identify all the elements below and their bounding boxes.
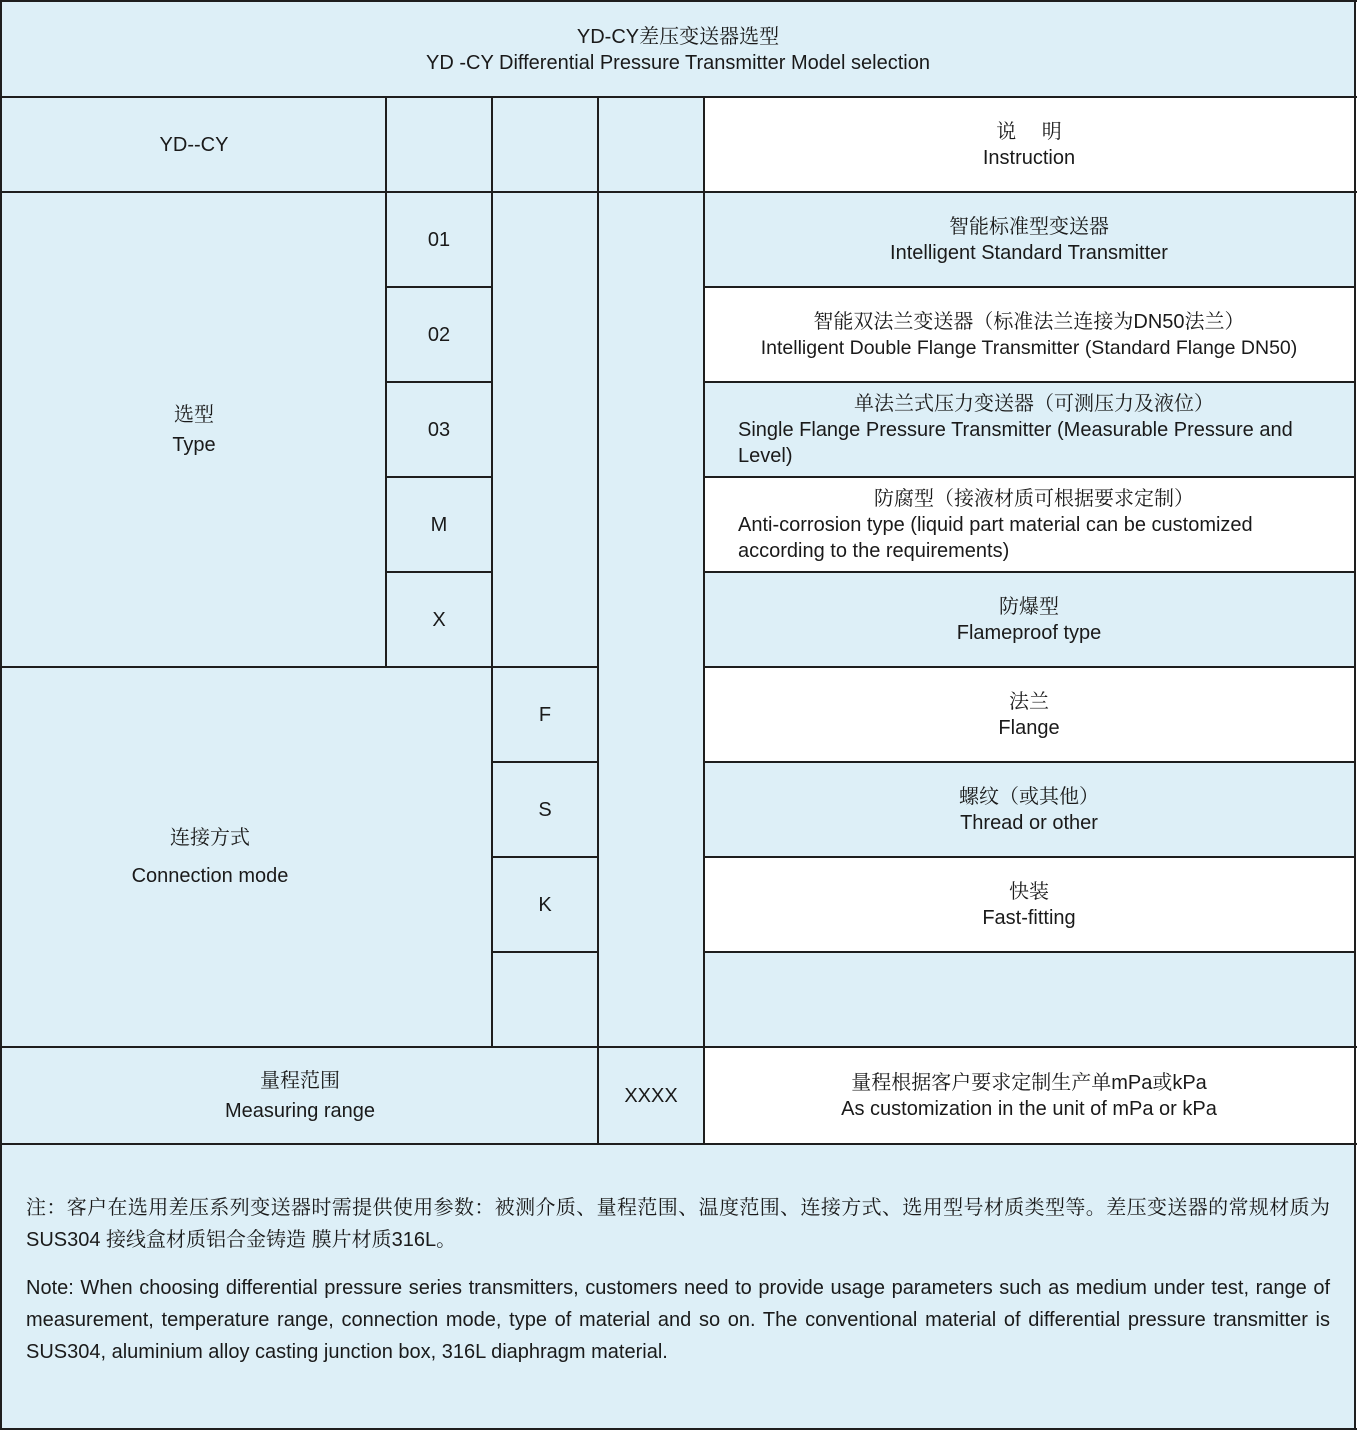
type-desc-02	[704, 287, 1354, 382]
type-label-en: Type	[172, 433, 216, 456]
type-code-text: X	[432, 608, 446, 631]
type-desc-03	[704, 382, 1354, 477]
connection-label-en: Connection mode	[131, 865, 289, 887]
rule-conn-end	[0, 1046, 1357, 1048]
col4-empty-span	[598, 192, 704, 1047]
type-label-zh: 选型	[174, 403, 214, 426]
connection-label-cell	[2, 667, 492, 1047]
desc-en: Anti-corrosion type (liquid part material can be customized according to the requirements)	[738, 513, 1253, 562]
type-col3-empty	[492, 192, 598, 667]
header-title-zh: YD-CY差压变送器选型	[576, 25, 780, 48]
conn-desc-f	[704, 667, 1354, 762]
rule-type-3	[386, 476, 492, 478]
desc-en: Fast-fitting	[982, 906, 1076, 929]
type-code-02	[386, 287, 492, 382]
rule-conn-3r	[704, 951, 1356, 953]
note-en: Note: When choosing differential pressure series transmitters, customers need to provide usage parameters such as medium under test, range of measurement, temperature range, connection mode, type of material and so on. The conventional material of differential pressure transmitter is SUS304, aluminium alloy casting junction box, 316L diaphragm material.	[26, 1277, 1330, 1363]
desc-zh: 单法兰式压力变送器（可测压力及液位）	[854, 392, 1214, 415]
rule-conn-3	[492, 951, 598, 953]
rule-type-4r	[704, 571, 1356, 573]
type-code-text: 01	[427, 228, 451, 251]
instruction-en: Instruction	[982, 146, 1076, 169]
desc-zh: 智能双法兰变送器（标准法兰连接为DN50法兰）	[813, 310, 1245, 333]
instruction-header	[704, 97, 1354, 192]
range-code: XXXX	[624, 1084, 678, 1107]
range-desc-cell	[704, 1047, 1354, 1144]
rule-type-2r	[704, 381, 1356, 383]
type-code-03	[386, 382, 492, 477]
conn-code-empty	[492, 952, 598, 1047]
rule-type-1r	[704, 286, 1356, 288]
selection-note	[2, 1144, 1354, 1428]
desc-zh: 螺纹（或其他）	[959, 785, 1099, 808]
model-col3-empty	[492, 97, 598, 192]
type-code-01	[386, 192, 492, 287]
desc-zh: 防爆型	[999, 595, 1059, 618]
range-label-zh: 量程范围	[260, 1069, 340, 1092]
range-code-cell	[598, 1047, 704, 1144]
desc-en: Single Flange Pressure Transmitter (Measurable Pressure and Level)	[738, 418, 1293, 467]
conn-desc-s	[704, 762, 1354, 857]
type-code-text: 03	[427, 418, 451, 441]
rule-type-3r	[704, 476, 1356, 478]
note-zh: 注：客户在选用差压系列变送器时需提供使用参数：被测介质、量程范围、温度范围、连接方式、选用型号材质类型等。差压变送器的常规材质为SUS304 接线盒材质铝合金铸造 膜片材质316L。	[26, 1197, 1330, 1251]
desc-zh: 智能标准型变送器	[949, 215, 1109, 238]
desc-en: Intelligent Standard Transmitter	[890, 241, 1168, 264]
conn-code-k	[492, 857, 598, 952]
border-right	[1354, 0, 1356, 1430]
desc-zh: 快装	[1009, 880, 1049, 903]
rule-conn-1r	[704, 761, 1356, 763]
type-code-text: 02	[427, 323, 451, 346]
desc-en: Thread or other	[960, 811, 1098, 834]
table-header	[2, 2, 1354, 97]
desc-en: Intelligent Double Flange Transmitter (Standard Flange DN50)	[760, 336, 1298, 359]
type-code-m	[386, 477, 492, 572]
rule-conn-1	[492, 761, 598, 763]
header-title-en: YD -CY Differential Pressure Transmitter Model selection	[426, 51, 930, 74]
col-rule-2	[491, 96, 493, 1047]
desc-en: As customization in the unit of mPa or kPa	[841, 1097, 1217, 1120]
type-label-cell	[2, 192, 386, 667]
conn-code-text: S	[538, 798, 552, 821]
type-desc-01	[704, 192, 1354, 287]
border-left	[0, 0, 2, 1430]
desc-en: Flameproof type	[956, 621, 1102, 644]
desc-en: Flange	[998, 716, 1060, 739]
model-col4-empty	[598, 97, 704, 192]
col-rule-1	[385, 96, 387, 667]
instruction-zh: 说 明	[996, 120, 1062, 143]
conn-code-text: F	[538, 703, 552, 726]
model-col2-empty	[386, 97, 492, 192]
border-bottom	[0, 1428, 1357, 1430]
rule-range-end	[0, 1143, 1357, 1145]
conn-desc-k	[704, 857, 1354, 952]
conn-code-f	[492, 667, 598, 762]
desc-zh: 防腐型（接液材质可根据要求定制）	[874, 487, 1194, 510]
range-label-cell	[2, 1047, 598, 1144]
rule-type-endr	[704, 666, 1356, 668]
model-cell	[2, 97, 386, 192]
type-code-x	[386, 572, 492, 667]
type-desc-m	[704, 477, 1354, 572]
model-code: YD--CY	[159, 133, 229, 156]
rule-model	[0, 191, 1357, 193]
rule-type-4	[386, 571, 492, 573]
conn-desc-empty	[704, 952, 1354, 1047]
rule-type-end	[0, 666, 598, 668]
connection-label-zh: 连接方式	[170, 827, 250, 849]
range-label-en: Measuring range	[224, 1099, 376, 1122]
type-code-text: M	[430, 513, 448, 536]
desc-zh: 法兰	[1009, 690, 1049, 713]
type-desc-x	[704, 572, 1354, 667]
rule-conn-2	[492, 856, 598, 858]
rule-type-2	[386, 381, 492, 383]
rule-header	[0, 96, 1357, 98]
rule-conn-2r	[704, 856, 1356, 858]
col-rule-4	[703, 96, 705, 1144]
conn-code-s	[492, 762, 598, 857]
col-rule-3	[597, 96, 599, 1144]
desc-zh: 量程根据客户要求定制生产单mPa或kPa	[851, 1071, 1207, 1094]
rule-type-1	[386, 286, 492, 288]
border-top	[0, 0, 1357, 2]
conn-code-text: K	[538, 893, 552, 916]
